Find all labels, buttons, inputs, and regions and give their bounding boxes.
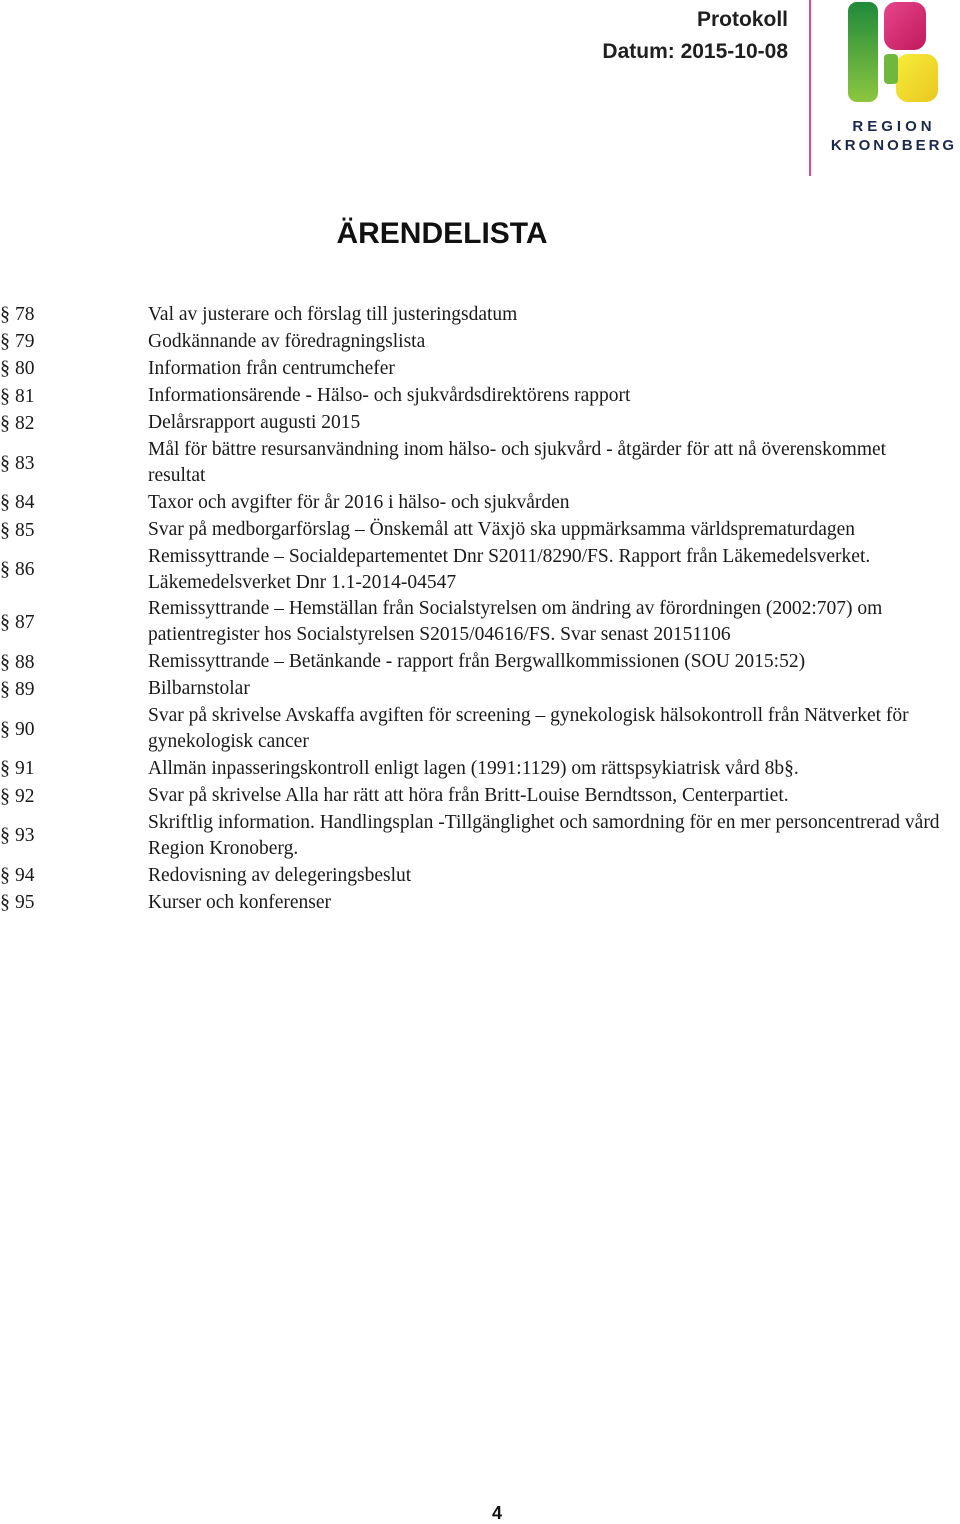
agenda-item [0,437,940,489]
item-number: 90 [15,718,35,740]
agenda-item [0,410,940,437]
section-symbol: § [0,650,10,673]
agenda-item [0,755,940,782]
region-kronoberg-logo [828,0,960,160]
item-number: 95 [15,892,35,914]
agenda-item-number [0,450,148,477]
logo-line-1: REGION [852,118,936,135]
section-symbol: § [0,357,10,380]
agenda-item-text: Remissyttrande – Betänkande - rapport från Bergwallkommissionen (SOU 2015:52) [148,651,806,673]
item-number: 81 [15,385,35,407]
section-symbol: § [0,864,10,887]
section-symbol: § [0,558,10,581]
item-number: 79 [15,331,35,353]
agenda-item-number [0,383,148,410]
logo-wordmark [828,117,960,155]
agenda-item [0,676,940,703]
agenda-item [0,810,940,862]
agenda-item-number [0,676,148,703]
agenda-item-text: Allmän inpasseringskontroll enligt lagen (1991:1129) om rättspsykiatrisk vård 8b§. [148,757,799,779]
agenda-item-text: Redovisning av delegeringsbeslut [148,864,412,886]
section-symbol: § [0,518,10,541]
agenda-item [0,301,940,328]
agenda-item-number [0,556,148,583]
header-divider [809,0,811,176]
logo-line-2: KRONOBERG [830,137,958,154]
agenda-item [0,889,940,916]
agenda-item-text: Taxor och avgifter för år 2016 i hälso- och sjukvården [148,491,570,513]
item-number: 87 [15,611,35,633]
section-symbol: § [0,717,10,740]
agenda-item-number [0,783,148,810]
agenda-item-text: Kurser och konferenser [148,891,332,913]
section-symbol: § [0,411,10,434]
section-symbol: § [0,610,10,633]
item-number: 94 [15,865,35,887]
item-number: 88 [15,651,35,673]
document-date: Datum: 2015-10-08 [602,40,788,63]
agenda-item-text: Svar på skrivelse Avskaffa avgiften för screening – gynekologisk hälsokontroll från Nätverket för gynekologisk cancer [148,705,909,753]
agenda-item-text: Bilbarnstolar [148,678,250,700]
agenda-item-number [0,517,148,544]
item-number: 91 [15,758,35,780]
section-symbol: § [0,384,10,407]
agenda-item-number [0,716,148,743]
item-number: 83 [15,452,35,474]
agenda-item-number [0,609,148,636]
item-number: 84 [15,492,35,514]
section-symbol: § [0,491,10,514]
agenda-list [0,301,940,917]
agenda-item [0,355,940,382]
item-number: 80 [15,358,35,380]
agenda-item-number [0,489,148,516]
section-symbol: § [0,824,10,847]
agenda-item [0,328,940,355]
section-symbol: § [0,451,10,474]
agenda-item [0,544,940,596]
agenda-item-text: Remissyttrande – Hemställan från Socialstyrelsen om ändring av förordningen (2002:707) om patientregister hos Socialstyrelsen S2015/04616/FS. Svar senast 20151106 [148,598,883,646]
agenda-item [0,703,940,755]
agenda-item [0,649,940,676]
agenda-item-text: Remissyttrande – Socialdepartementet Dnr S2011/8290/FS. Rapport från Läkemedelsverket. Läkemedelsverket Dnr 1.1-2014-04547 [148,545,871,594]
item-number: 86 [15,559,35,581]
agenda-item-text: Godkännande av föredragningslista [148,330,426,352]
agenda-item-text: Delårsrapport augusti 2015 [148,412,361,434]
agenda-item-text: Val av justerare och förslag till justeringsdatum [148,303,518,325]
item-number: 82 [15,412,35,434]
item-number: 78 [15,304,35,325]
section-symbol: § [0,677,10,700]
agenda-item [0,489,940,516]
agenda-item [0,517,940,544]
agenda-item [0,862,940,889]
section-symbol: § [0,303,10,325]
agenda-item-text: Svar på skrivelse Alla har rätt att höra från Britt-Louise Berndtsson, Centerpartiet. [148,785,789,807]
agenda-item-text: Informationsärende - Hälso- och sjukvårdsdirektörens rapport [148,385,631,407]
agenda-item-text: Mål för bättre resursanvändning inom hälso- och sjukvård - åtgärder för att nå överenskommet resultat [148,439,887,487]
logo-mark-icon [848,2,940,104]
item-number: 89 [15,678,35,700]
document-header [602,4,788,68]
section-symbol: § [0,784,10,807]
document-type: Protokoll [696,8,788,31]
page-title: ÄRENDELISTA [336,217,548,250]
agenda-item-number [0,410,148,437]
item-number: 85 [15,519,35,541]
agenda-item-text: Skriftlig information. Handlingsplan -Tillgänglighet och samordning för en mer personcentrerad vård Region Kronoberg. [148,811,940,860]
section-symbol: § [0,891,10,914]
agenda-item-text: Information från centrumchefer [148,357,395,379]
agenda-item-number [0,862,148,889]
agenda-item-text: Svar på medborgarförslag – Önskemål att Växjö ska uppmärksamma världsprematurdagen [148,519,856,541]
agenda-item-number [0,649,148,676]
item-number: 92 [15,785,35,807]
agenda-item-number [0,889,148,916]
item-number: 93 [15,825,35,847]
agenda-item-number [0,755,148,782]
agenda-item-number [0,301,148,328]
page-number: 4 [491,1503,502,1523]
agenda-item [0,596,940,648]
agenda-item-number [0,355,148,382]
agenda-item-number [0,328,148,355]
section-symbol: § [0,757,10,780]
agenda-item-number [0,822,148,849]
agenda-item [0,783,940,810]
agenda-item [0,383,940,410]
section-symbol: § [0,330,10,353]
